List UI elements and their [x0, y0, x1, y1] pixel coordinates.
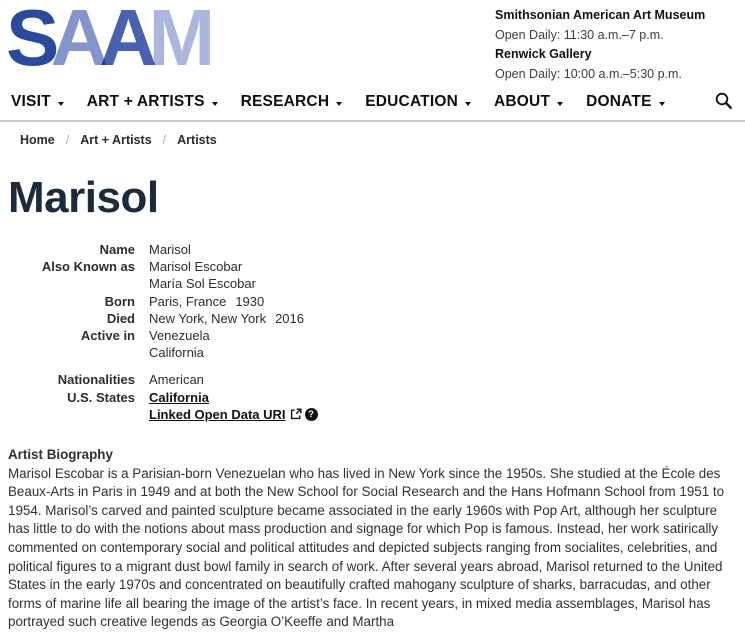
- detail-row: [0, 258, 745, 275]
- detail-row: [0, 293, 745, 310]
- nav-item-label: ART + ARTISTS: [86, 93, 205, 110]
- artist-details: [0, 241, 745, 423]
- detail-label: Also Known as: [41, 259, 135, 275]
- biography-text: Marisol Escobar is a Parisian-born Venezuelan who has lived in New York since the 1950s. She studied at the École des Beaux-Arts in Paris in 1949 and at both the New School for Social Research and the Hans Hofmann School from 1951 to 1954. Marisol’s carved and painted sculpture became associated in the early 1960s with Pop Art, although her sculpture has little to do with the notions about mass production and signage for which Pop is famous. Instead, her work satirically commented on contemporary social and political attitudes and depicted subjects ranging from socialites, celebrities, and political figures to a migrant dust bowl family in search of work. After several years abroad, Marisol returned to the United States in the early 1970s and concentrated on beautifully crafted mahogany sculpture of sharks, barracudas, and other forms of marine life all bearing the image of the artist’s face. In recent years, in mixed media assemblages, Marisol has portrayed such creative legends as Georgia O’Keeffe and Martha: [8, 465, 725, 630]
- chevron-down-icon: [465, 102, 471, 106]
- detail-row: [0, 275, 745, 292]
- detail-group: [0, 241, 745, 361]
- breadcrumb-separator: /: [162, 133, 167, 147]
- detail-label: Died: [106, 310, 135, 326]
- breadcrumb-item[interactable]: Art + Artists: [80, 133, 152, 147]
- detail-value: [135, 241, 191, 258]
- detail-value: [135, 344, 204, 361]
- detail-value-text: New York, New York: [149, 310, 267, 326]
- nav-item-label: EDUCATION: [365, 93, 459, 110]
- biography-heading: Artist Biography: [8, 447, 113, 463]
- chevron-down-icon: [58, 102, 64, 106]
- detail-label: Active in: [80, 328, 135, 344]
- breadcrumb-item[interactable]: Home: [20, 133, 55, 147]
- nav-item-label: DONATE: [586, 93, 652, 110]
- museum-name: Renwick Gallery: [495, 47, 592, 61]
- artist-biography: [8, 446, 737, 632]
- main-nav: [0, 84, 745, 122]
- detail-label: [0, 406, 135, 423]
- museum-hours: Open Daily: 11:30 a.m.–7 p.m.: [495, 27, 664, 42]
- detail-value: [135, 275, 256, 292]
- detail-row: [0, 327, 745, 344]
- nav-item-donate[interactable]: [586, 93, 665, 111]
- search-icon: [714, 91, 733, 113]
- nav-item-about[interactable]: [494, 93, 563, 111]
- detail-value-text: American: [149, 372, 204, 388]
- detail-row: [0, 371, 745, 388]
- saam-logo[interactable]: [6, 0, 207, 84]
- california-state-link[interactable]: California: [149, 389, 209, 405]
- site-header: [0, 0, 745, 84]
- detail-value: [135, 310, 304, 327]
- museum-name: Smithsonian American Art Museum: [495, 8, 706, 22]
- nav-item-label: RESEARCH: [240, 93, 330, 110]
- detail-row: [0, 344, 745, 361]
- museum-hours: Open Daily: 10:00 a.m.–5:30 p.m.: [495, 66, 682, 81]
- nav-items: [11, 93, 688, 111]
- nav-item-label: ABOUT: [494, 93, 551, 110]
- breadcrumb: [0, 122, 745, 147]
- detail-value: [135, 258, 242, 275]
- logo-letter: A: [99, 0, 149, 82]
- detail-label: [0, 344, 135, 361]
- chevron-down-icon: [557, 102, 563, 106]
- detail-date: 2016: [275, 310, 304, 326]
- page-title: Marisol: [8, 173, 159, 222]
- detail-label: Name: [99, 242, 135, 257]
- nav-item-visit[interactable]: [11, 93, 64, 111]
- nav-item-label: VISIT: [11, 93, 51, 110]
- detail-label: Born: [104, 293, 135, 309]
- external-link-icon: [290, 408, 302, 420]
- detail-value-text: Venezuela: [149, 328, 210, 344]
- logo-letter: M: [148, 0, 207, 82]
- detail-label: Nationalities: [57, 372, 135, 388]
- nav-item-education[interactable]: [365, 93, 471, 111]
- detail-label: [0, 275, 135, 292]
- detail-value-text: María Sol Escobar: [149, 276, 256, 292]
- chevron-down-icon: [212, 102, 218, 106]
- breadcrumb-separator: /: [65, 133, 70, 147]
- museum-info: [495, 5, 737, 84]
- detail-value: [135, 389, 209, 406]
- detail-value: [135, 371, 204, 388]
- linked-open-data-uri-link[interactable]: Linked Open Data URI: [149, 406, 286, 422]
- nav-item-research[interactable]: [241, 93, 343, 111]
- logo-letter: S: [6, 0, 51, 82]
- question-circle-icon[interactable]: ?: [305, 408, 318, 421]
- detail-date: 1930: [235, 293, 265, 309]
- detail-row: [0, 310, 745, 327]
- detail-value: [135, 406, 318, 423]
- search-button[interactable]: [714, 91, 733, 113]
- chevron-down-icon: [336, 102, 342, 106]
- nav-item-art-artists[interactable]: [87, 93, 218, 111]
- detail-value-text: California: [149, 345, 204, 361]
- detail-value: [135, 327, 210, 344]
- detail-group: [0, 371, 745, 423]
- detail-label: U.S. States: [67, 389, 135, 405]
- logo-letter: A: [50, 0, 100, 82]
- detail-row: [0, 406, 745, 423]
- detail-row: [0, 389, 745, 406]
- breadcrumb-item[interactable]: Artists: [177, 133, 217, 147]
- detail-row: [0, 241, 745, 258]
- detail-value-text: Marisol Escobar: [149, 259, 243, 275]
- chevron-down-icon: [659, 102, 665, 106]
- detail-value: [135, 293, 264, 310]
- detail-value-text: Marisol: [149, 242, 191, 257]
- detail-value-text: Paris, France: [149, 293, 227, 309]
